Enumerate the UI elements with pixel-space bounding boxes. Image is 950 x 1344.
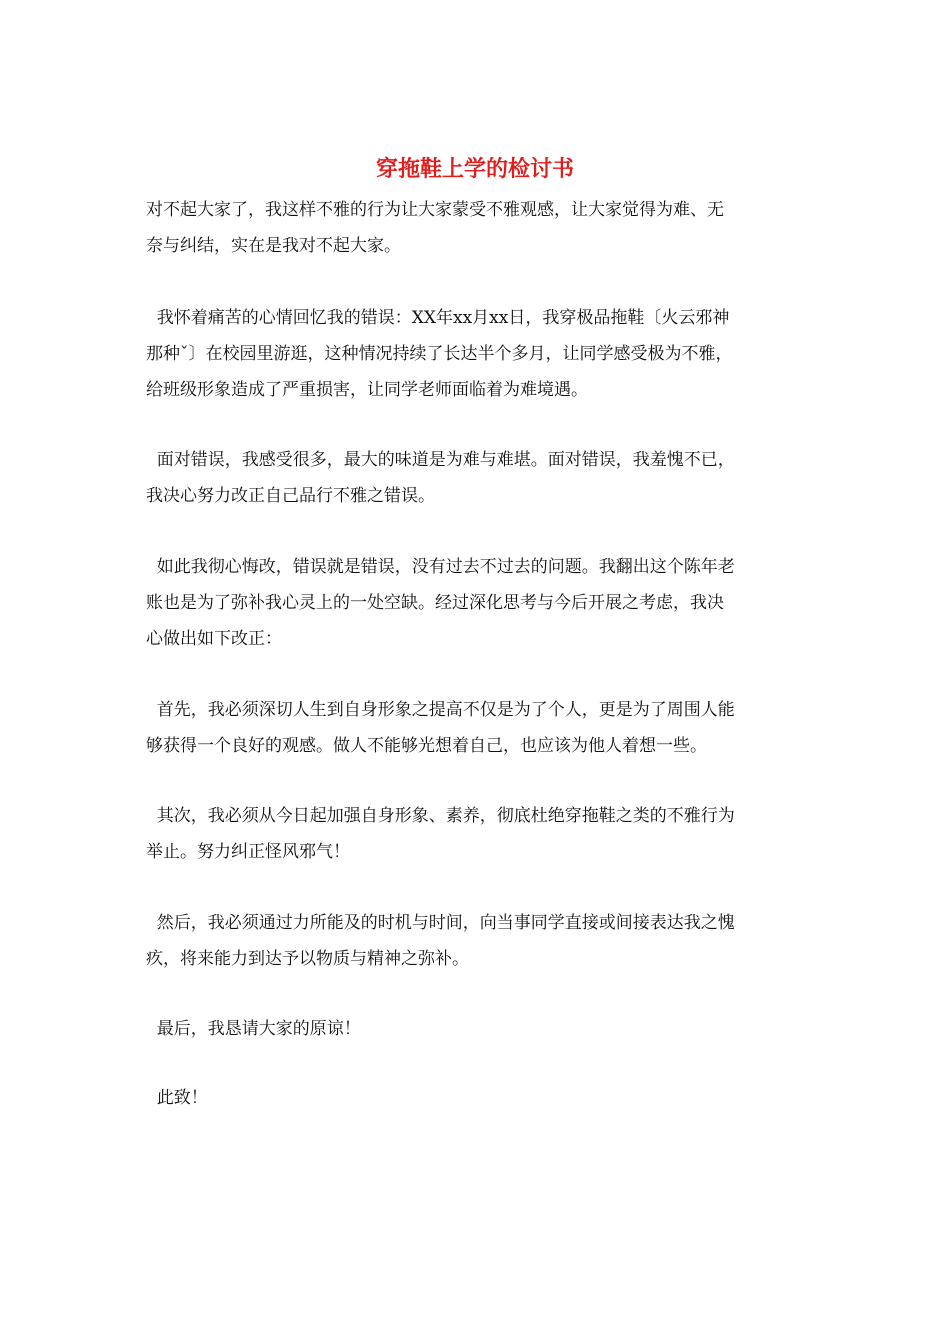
paragraph-line: 我怀着痛苦的心情回忆我的错误：XX年xx月xx日，我穿极品拖鞋〔火云邪神 — [146, 308, 730, 328]
paragraph-line: 奈与纠结，实在是我对不起大家。 — [146, 236, 401, 256]
paragraph-line: 对不起大家了，我这样不雅的行为让大家蒙受不雅观感，让大家觉得为难、无 — [146, 200, 724, 220]
paragraph-line: 给班级形象造成了严重损害，让同学老师面临着为难境遇。 — [146, 380, 588, 400]
paragraph-second — [146, 798, 806, 870]
paragraph-line: 其次，我必须从今日起加强自身形象、素养，彻底杜绝穿拖鞋之类的不雅行为 — [146, 806, 735, 826]
paragraph-closing — [146, 1080, 806, 1116]
paragraph-then — [146, 905, 806, 977]
paragraph-line: 那种ˇ〕在校园里游逛，这种情况持续了长达半个多月，让同学感受极为不雅， — [146, 344, 733, 364]
paragraph-line: 账也是为了弥补我心灵上的一处空缺。经过深化思考与今后开展之考虑，我决 — [146, 593, 724, 613]
document-title: 穿拖鞋上学的检讨书 — [375, 156, 574, 182]
paragraph-line: 心做出如下改正： — [146, 629, 282, 649]
paragraph-line: 此致！ — [146, 1088, 208, 1108]
paragraph-recollection — [146, 300, 806, 408]
paragraph-finally — [146, 1011, 806, 1047]
paragraph-line: 最后，我恳请大家的原谅！ — [146, 1019, 361, 1039]
paragraph-line: 面对错误，我感受很多，最大的味道是为难与难堪。面对错误，我羞愧不已， — [146, 450, 735, 470]
paragraph-line: 疚，将来能力到达予以物质与精神之弥补。 — [146, 949, 469, 969]
paragraph-repentance — [146, 549, 806, 657]
paragraph-line: 首先，我必须深切人生到自身形象之提高不仅是为了个人，更是为了周围人能 — [146, 700, 735, 720]
paragraph-line: 够获得一个良好的观感。做人不能够光想着自己，也应该为他人着想一些。 — [146, 736, 707, 756]
paragraph-line: 我决心努力改正自己品行不雅之错误。 — [146, 486, 435, 506]
paragraph-feelings — [146, 442, 806, 514]
paragraph-line: 然后，我必须通过力所能及的时机与时间，向当事同学直接或间接表达我之愧 — [146, 913, 735, 933]
paragraph-line: 如此我彻心悔改，错误就是错误，没有过去不过去的问题。我翻出这个陈年老 — [146, 557, 735, 577]
paragraph-first — [146, 692, 806, 764]
paragraph-apology — [146, 192, 806, 264]
paragraph-line: 举止。努力纠正怪风邪气！ — [146, 842, 350, 862]
